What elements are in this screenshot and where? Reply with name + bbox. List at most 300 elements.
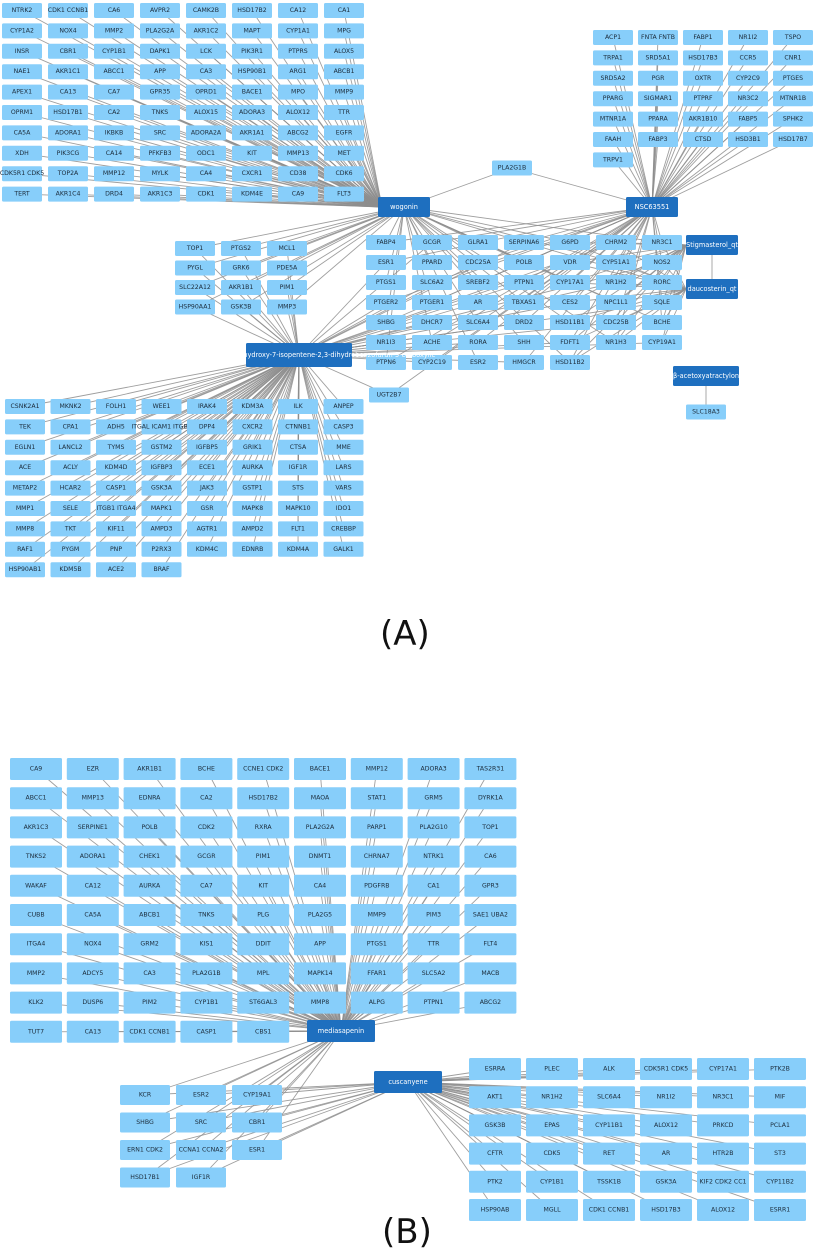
target-node-casp1[interactable] — [180, 1021, 232, 1043]
target-node-ptpn1[interactable] — [408, 992, 460, 1014]
target-node-pla2g1b[interactable] — [492, 161, 532, 176]
target-node-slc6a4[interactable] — [458, 315, 498, 330]
target-node-ca3[interactable] — [124, 962, 176, 984]
target-node-ca13[interactable] — [48, 85, 88, 100]
target-node-ilk[interactable] — [278, 399, 318, 414]
target-node-akr1b1[interactable] — [124, 758, 176, 780]
target-node-ca4[interactable] — [186, 166, 226, 181]
target-node-hsd17b1[interactable] — [120, 1168, 170, 1188]
target-node-cyp1a2[interactable] — [2, 23, 42, 38]
target-node-camk2b[interactable] — [186, 3, 226, 18]
target-node-ptgs2[interactable] — [221, 241, 261, 256]
target-node-mapk8[interactable] — [233, 501, 273, 516]
target-node-cyp11b2[interactable] — [754, 1171, 806, 1193]
target-node-nox4[interactable] — [67, 933, 119, 955]
target-node-bche[interactable] — [642, 315, 682, 330]
target-node-grm2[interactable] — [124, 933, 176, 955]
target-node-adcy5[interactable] — [67, 962, 119, 984]
target-node-app[interactable] — [140, 64, 180, 79]
target-node-cdk2[interactable] — [180, 816, 232, 838]
target-node-hsp90aa1[interactable] — [175, 300, 215, 315]
target-node-metap2[interactable] — [5, 481, 45, 496]
target-node-ptprf[interactable] — [683, 91, 723, 106]
target-node-esr1[interactable] — [232, 1140, 282, 1160]
target-node-mmp13[interactable] — [67, 787, 119, 809]
target-node-grik1[interactable] — [233, 440, 273, 455]
target-node-tert[interactable] — [2, 187, 42, 202]
target-node-mapt[interactable] — [232, 23, 272, 38]
target-node-sphk2[interactable] — [773, 112, 813, 127]
target-node-igfbp3[interactable] — [142, 460, 182, 475]
target-node-epas[interactable] — [526, 1114, 578, 1136]
target-node-crebbp[interactable] — [324, 521, 364, 536]
target-node-p2rx3[interactable] — [142, 542, 182, 557]
target-node-akr1c2[interactable] — [186, 23, 226, 38]
target-node-rxra[interactable] — [237, 816, 289, 838]
target-node-ttr[interactable] — [324, 105, 364, 120]
target-node-srd5a2[interactable] — [593, 71, 633, 86]
target-node-ttr[interactable] — [408, 933, 460, 955]
target-node-dapk1[interactable] — [140, 44, 180, 59]
target-node-wee1[interactable] — [142, 399, 182, 414]
target-node-grk6[interactable] — [221, 261, 261, 276]
target-node-sqle[interactable] — [642, 295, 682, 310]
target-node-kdm4a[interactable] — [278, 542, 318, 557]
target-node-oprd1[interactable] — [186, 85, 226, 100]
target-node-alox5[interactable] — [324, 44, 364, 59]
target-node-casp3[interactable] — [324, 419, 364, 434]
compound-node-stigmasterol-qt[interactable] — [686, 235, 738, 255]
target-node-ednrb[interactable] — [233, 542, 273, 557]
target-node-egln1[interactable] — [5, 440, 45, 455]
target-node-klk2[interactable] — [10, 992, 62, 1014]
target-node-hsd3b1[interactable] — [728, 132, 768, 147]
target-node-akt1[interactable] — [469, 1086, 521, 1108]
target-node-vdr[interactable] — [550, 255, 590, 270]
target-node-mylk[interactable] — [140, 166, 180, 181]
target-node-ca9[interactable] — [278, 187, 318, 202]
target-node-trpv1[interactable] — [593, 152, 633, 167]
target-node-ca1[interactable] — [408, 875, 460, 897]
target-node-slc22a12[interactable] — [175, 280, 215, 295]
target-node-aurka[interactable] — [124, 875, 176, 897]
target-node-fabp4[interactable] — [366, 235, 406, 250]
target-node-bche[interactable] — [180, 758, 232, 780]
target-node-cxcr1[interactable] — [232, 166, 272, 181]
target-node-mmp13[interactable] — [278, 146, 318, 161]
target-node-pla2g5[interactable] — [294, 904, 346, 926]
target-node-prkcd[interactable] — [697, 1114, 749, 1136]
target-node-cpa1[interactable] — [51, 419, 91, 434]
target-node-akr1a1[interactable] — [232, 125, 272, 140]
target-node-pla2g1b[interactable] — [180, 962, 232, 984]
target-node-pparg[interactable] — [593, 91, 633, 106]
target-node-ntrk1[interactable] — [408, 846, 460, 868]
target-node-agtr1[interactable] — [187, 521, 227, 536]
target-node-arg1[interactable] — [278, 64, 318, 79]
target-node-faah[interactable] — [593, 132, 633, 147]
target-node-slc5a2[interactable] — [408, 962, 460, 984]
target-node-igf1r[interactable] — [176, 1168, 226, 1188]
target-node-gpr35[interactable] — [140, 85, 180, 100]
target-node-hsd17b3[interactable] — [640, 1199, 692, 1221]
target-node-ptges[interactable] — [773, 71, 813, 86]
target-node-ca14[interactable] — [94, 146, 134, 161]
target-node-hsd11b1[interactable] — [550, 315, 590, 330]
target-node-akr1c3[interactable] — [140, 187, 180, 202]
target-node-dhcr7[interactable] — [412, 315, 452, 330]
target-node-fabp1[interactable] — [683, 30, 723, 45]
target-node-galk1[interactable] — [324, 542, 364, 557]
target-node-ca5a[interactable] — [67, 904, 119, 926]
target-node-fabp5[interactable] — [728, 112, 768, 127]
target-node-pim1[interactable] — [267, 280, 307, 295]
target-node-oprm1[interactable] — [2, 105, 42, 120]
target-node-lars[interactable] — [324, 460, 364, 475]
target-node-mpg[interactable] — [324, 23, 364, 38]
target-node-ppard[interactable] — [412, 255, 452, 270]
target-node-cyp1b1[interactable] — [526, 1171, 578, 1193]
target-node-cbr1[interactable] — [232, 1113, 282, 1133]
target-node-hsd17b2[interactable] — [232, 3, 272, 18]
target-node-shbg[interactable] — [120, 1113, 170, 1133]
target-node-adora2a[interactable] — [186, 125, 226, 140]
target-node-nr1h2[interactable] — [596, 275, 636, 290]
target-node-hsd17b2[interactable] — [237, 787, 289, 809]
target-node-hsd17b1[interactable] — [48, 105, 88, 120]
target-node-tnks[interactable] — [180, 904, 232, 926]
target-node-mpl[interactable] — [237, 962, 289, 984]
target-node-ptgs1[interactable] — [366, 275, 406, 290]
target-node-shh[interactable] — [504, 335, 544, 350]
target-node-plg[interactable] — [237, 904, 289, 926]
target-node-top1[interactable] — [175, 241, 215, 256]
target-node-ctsa[interactable] — [278, 440, 318, 455]
target-node-pim1[interactable] — [237, 846, 289, 868]
target-node-dusp6[interactable] — [67, 992, 119, 1014]
target-node-abcg2[interactable] — [278, 125, 318, 140]
target-node-mmp1[interactable] — [5, 501, 45, 516]
target-node-gsk3b[interactable] — [221, 300, 261, 315]
target-node-hsd11b2[interactable] — [550, 355, 590, 370]
target-node-ezr[interactable] — [67, 758, 119, 780]
compound-node-nsc63551[interactable] — [626, 197, 678, 217]
target-node-kdm4e[interactable] — [232, 187, 272, 202]
target-node-src[interactable] — [176, 1113, 226, 1133]
target-node-gsk3a[interactable] — [640, 1171, 692, 1193]
target-node-ca12[interactable] — [278, 3, 318, 18]
target-node-cdk5r1-cdk5[interactable] — [640, 1058, 692, 1080]
target-node-mif[interactable] — [754, 1086, 806, 1108]
target-node-tek[interactable] — [5, 419, 45, 434]
target-node-cyp11b1[interactable] — [583, 1114, 635, 1136]
target-node-fnta-fntb[interactable] — [638, 30, 678, 45]
target-node-kcr[interactable] — [120, 1085, 170, 1105]
target-node-kif2-cdk2-cc1[interactable] — [697, 1171, 749, 1193]
target-node-ccne1-cdk2[interactable] — [237, 758, 289, 780]
compound-node-wogonin[interactable] — [378, 197, 430, 217]
target-node-xdh[interactable] — [2, 146, 42, 161]
target-node-ace[interactable] — [5, 460, 45, 475]
target-node-slc6a2[interactable] — [412, 275, 452, 290]
target-node-nr1i3[interactable] — [366, 335, 406, 350]
target-node-mmp9[interactable] — [351, 904, 403, 926]
target-node-mmp9[interactable] — [324, 85, 364, 100]
target-node-insr[interactable] — [2, 44, 42, 59]
target-node-sts[interactable] — [278, 481, 318, 496]
target-node-st6gal3[interactable] — [237, 992, 289, 1014]
target-node-top1[interactable] — [464, 816, 516, 838]
target-node-cd38[interactable] — [278, 166, 318, 181]
target-node-gcgr[interactable] — [412, 235, 452, 250]
target-node-abcb1[interactable] — [324, 64, 364, 79]
target-node-adh5[interactable] — [96, 419, 136, 434]
target-node-ca9[interactable] — [10, 758, 62, 780]
target-node-srebf2[interactable] — [458, 275, 498, 290]
target-node-ca7[interactable] — [94, 85, 134, 100]
target-node-ugt2b7[interactable] — [369, 388, 409, 403]
target-node-igfbp5[interactable] — [187, 440, 227, 455]
target-node-chrm2[interactable] — [596, 235, 636, 250]
target-node-pfkfb3[interactable] — [140, 146, 180, 161]
target-node-mknk2[interactable] — [51, 399, 91, 414]
target-node-mmp2[interactable] — [10, 962, 62, 984]
target-node-nr3c1[interactable] — [642, 235, 682, 250]
target-node-ace2[interactable] — [96, 562, 136, 577]
target-node-cyp19a1[interactable] — [642, 335, 682, 350]
target-node-cyp17a1[interactable] — [550, 275, 590, 290]
target-node-sigmar1[interactable] — [638, 91, 678, 106]
target-node-cubb[interactable] — [10, 904, 62, 926]
target-node-hsp90ab1[interactable] — [5, 562, 45, 577]
target-node-cyp17a1[interactable] — [697, 1058, 749, 1080]
target-node-irak4[interactable] — [187, 399, 227, 414]
target-node-hsd17b3[interactable] — [683, 50, 723, 65]
target-node-chrna7[interactable] — [351, 846, 403, 868]
target-node-oxtr[interactable] — [683, 71, 723, 86]
target-node-ptger2[interactable] — [366, 295, 406, 310]
target-node-mmp3[interactable] — [267, 300, 307, 315]
target-node-gstp1[interactable] — [233, 481, 273, 496]
target-node-ctsd[interactable] — [683, 132, 723, 147]
target-node-nr1h2[interactable] — [526, 1086, 578, 1108]
target-node-esrra[interactable] — [469, 1058, 521, 1080]
target-node-apex1[interactable] — [2, 85, 42, 100]
compound-node-mediasapenin[interactable] — [307, 1020, 375, 1042]
target-node-cyp1b1[interactable] — [180, 992, 232, 1014]
target-node-esr2[interactable] — [176, 1085, 226, 1105]
target-node-maoa[interactable] — [294, 787, 346, 809]
compound-node-cuscanyene[interactable] — [374, 1071, 442, 1093]
target-node-pcla1[interactable] — [754, 1114, 806, 1136]
target-node-mtnr1b[interactable] — [773, 91, 813, 106]
target-node-abcc1[interactable] — [10, 787, 62, 809]
target-node-alox12[interactable] — [278, 105, 318, 120]
target-node-pik3r1[interactable] — [232, 44, 272, 59]
target-node-ccna1-ccna2[interactable] — [176, 1140, 226, 1160]
target-node-akr1b1[interactable] — [221, 280, 261, 295]
target-node-alk[interactable] — [583, 1058, 635, 1080]
target-node-ptgs1[interactable] — [351, 933, 403, 955]
target-node-ca4[interactable] — [294, 875, 346, 897]
target-node-hmgcr[interactable] — [504, 355, 544, 370]
target-node-ca5a[interactable] — [2, 125, 42, 140]
target-node-ampd3[interactable] — [142, 521, 182, 536]
target-node-tbxas1[interactable] — [504, 295, 544, 310]
target-node-mgll[interactable] — [526, 1199, 578, 1221]
target-node-akr1c1[interactable] — [48, 64, 88, 79]
target-node-ptk2[interactable] — [469, 1171, 521, 1193]
target-node-mmp2[interactable] — [94, 23, 134, 38]
target-node-mpo[interactable] — [278, 85, 318, 100]
target-node-polb[interactable] — [124, 816, 176, 838]
target-node-mapk14[interactable] — [294, 962, 346, 984]
target-node-abcg2[interactable] — [464, 992, 516, 1014]
target-node-pla2g2a[interactable] — [294, 816, 346, 838]
target-node-polb[interactable] — [504, 255, 544, 270]
target-node-ptprs[interactable] — [278, 44, 318, 59]
target-node-wakaf[interactable] — [10, 875, 62, 897]
target-node-drd4[interactable] — [94, 187, 134, 202]
target-node-acp1[interactable] — [593, 30, 633, 45]
target-node-nos2[interactable] — [642, 255, 682, 270]
target-node-cyp2c9[interactable] — [728, 71, 768, 86]
target-node-g6pd[interactable] — [550, 235, 590, 250]
target-node-gpr3[interactable] — [464, 875, 516, 897]
target-node-cftr[interactable] — [469, 1143, 521, 1165]
target-node-ca6[interactable] — [464, 846, 516, 868]
target-node-igf1r[interactable] — [278, 460, 318, 475]
target-node-ctnnb1[interactable] — [278, 419, 318, 434]
target-node-ntrk2[interactable] — [2, 3, 42, 18]
target-node-slc18a3[interactable] — [686, 405, 726, 420]
target-node-akr1b10[interactable] — [683, 112, 723, 127]
target-node-pdgfrb[interactable] — [351, 875, 403, 897]
target-node-hsp90ab[interactable] — [469, 1199, 521, 1221]
target-node-vars[interactable] — [324, 481, 364, 496]
target-node-cdk1-ccnb1[interactable] — [48, 3, 89, 18]
target-node-ern1-cdk2[interactable] — [120, 1140, 170, 1160]
target-node-ca12[interactable] — [67, 875, 119, 897]
target-node-bace1[interactable] — [232, 85, 272, 100]
target-node-rorc[interactable] — [642, 275, 682, 290]
target-node-src[interactable] — [140, 125, 180, 140]
target-node-hsd17b7[interactable] — [773, 132, 813, 147]
target-node-lancl2[interactable] — [51, 440, 91, 455]
target-node-odc1[interactable] — [186, 146, 226, 161]
target-node-pygm[interactable] — [51, 542, 91, 557]
target-node-ido1[interactable] — [324, 501, 364, 516]
target-node-hcar2[interactable] — [51, 481, 91, 496]
target-node-abcb1[interactable] — [124, 904, 176, 926]
target-node-app[interactable] — [294, 933, 346, 955]
target-node-cdk1-ccnb1[interactable] — [583, 1199, 635, 1221]
target-node-jak3[interactable] — [187, 481, 227, 496]
target-node-kit[interactable] — [237, 875, 289, 897]
target-node-kdm4d[interactable] — [96, 460, 136, 475]
target-node-pgr[interactable] — [638, 71, 678, 86]
target-node-pla2g10[interactable] — [408, 816, 460, 838]
target-node-dyrk1a[interactable] — [464, 787, 516, 809]
target-node-ces2[interactable] — [550, 295, 590, 310]
target-node-pim3[interactable] — [408, 904, 460, 926]
target-node-drd2[interactable] — [504, 315, 544, 330]
target-node-pde5a[interactable] — [267, 261, 307, 276]
target-node-itgb1-itga4[interactable] — [96, 501, 136, 516]
target-node-esrr1[interactable] — [754, 1199, 806, 1221]
target-node-cbs1[interactable] — [237, 1021, 289, 1043]
target-node-alpg[interactable] — [351, 992, 403, 1014]
target-node-tut7[interactable] — [10, 1021, 62, 1043]
target-node-adora1[interactable] — [48, 125, 88, 140]
target-node-gsr[interactable] — [187, 501, 227, 516]
target-node-hsp90b1[interactable] — [232, 64, 272, 79]
target-node-tkt[interactable] — [51, 521, 91, 536]
target-node-st3[interactable] — [754, 1143, 806, 1165]
target-node-esr1[interactable] — [366, 255, 406, 270]
target-node-ar[interactable] — [640, 1143, 692, 1165]
target-node-cdk5[interactable] — [526, 1143, 578, 1165]
target-node-pim2[interactable] — [124, 992, 176, 1014]
target-node-ca6[interactable] — [94, 3, 134, 18]
target-node-ca2[interactable] — [180, 787, 232, 809]
target-node-ar[interactable] — [458, 295, 498, 310]
target-node-rora[interactable] — [458, 335, 498, 350]
target-node-cdk1-ccnb1[interactable] — [124, 1021, 176, 1043]
target-node-kis1[interactable] — [180, 933, 232, 955]
target-node-dpp4[interactable] — [187, 419, 227, 434]
target-node-npc1l1[interactable] — [596, 295, 636, 310]
target-node-kdm5b[interactable] — [51, 562, 91, 577]
target-node-gsk3a[interactable] — [142, 481, 182, 496]
target-node-acly[interactable] — [51, 460, 91, 475]
target-node-grm5[interactable] — [408, 787, 460, 809]
target-node-cyp1b1[interactable] — [94, 44, 134, 59]
target-node-flt1[interactable] — [278, 521, 318, 536]
target-node-mapk1[interactable] — [142, 501, 182, 516]
target-node-alox12[interactable] — [640, 1114, 692, 1136]
target-node-ampd2[interactable] — [233, 521, 273, 536]
target-node-ikbkb[interactable] — [94, 125, 134, 140]
target-node-kdm4c[interactable] — [187, 542, 227, 557]
target-node-kif11[interactable] — [96, 521, 136, 536]
target-node-serpine1[interactable] — [67, 816, 119, 838]
target-node-pik3cg[interactable] — [48, 146, 88, 161]
target-node-cdk6[interactable] — [324, 166, 364, 181]
target-node-nr1i2[interactable] — [728, 30, 768, 45]
target-node-csnk2a1[interactable] — [5, 399, 45, 414]
target-node-itga4[interactable] — [10, 933, 62, 955]
target-node-ca1[interactable] — [324, 3, 364, 18]
target-node-serpina6[interactable] — [504, 235, 544, 250]
target-node-dnmt1[interactable] — [294, 846, 346, 868]
target-node-esr2[interactable] — [458, 355, 498, 370]
target-node-ptger1[interactable] — [412, 295, 452, 310]
target-node-tspo[interactable] — [773, 30, 813, 45]
target-node-cyp51a1[interactable] — [596, 255, 636, 270]
target-node-lck[interactable] — [186, 44, 226, 59]
target-node-nr3c2[interactable] — [728, 91, 768, 106]
target-node-cdc25b[interactable] — [596, 315, 636, 330]
target-node-akr1c3[interactable] — [10, 816, 62, 838]
target-node-fabp3[interactable] — [638, 132, 678, 147]
target-node-cdk5r1-cdk5[interactable] — [0, 166, 44, 181]
target-node-cyp19a1[interactable] — [232, 1085, 282, 1105]
target-node-slc6a4[interactable] — [583, 1086, 635, 1108]
target-node-mcl1[interactable] — [267, 241, 307, 256]
target-node-ppara[interactable] — [638, 112, 678, 127]
target-node-ca7[interactable] — [180, 875, 232, 897]
